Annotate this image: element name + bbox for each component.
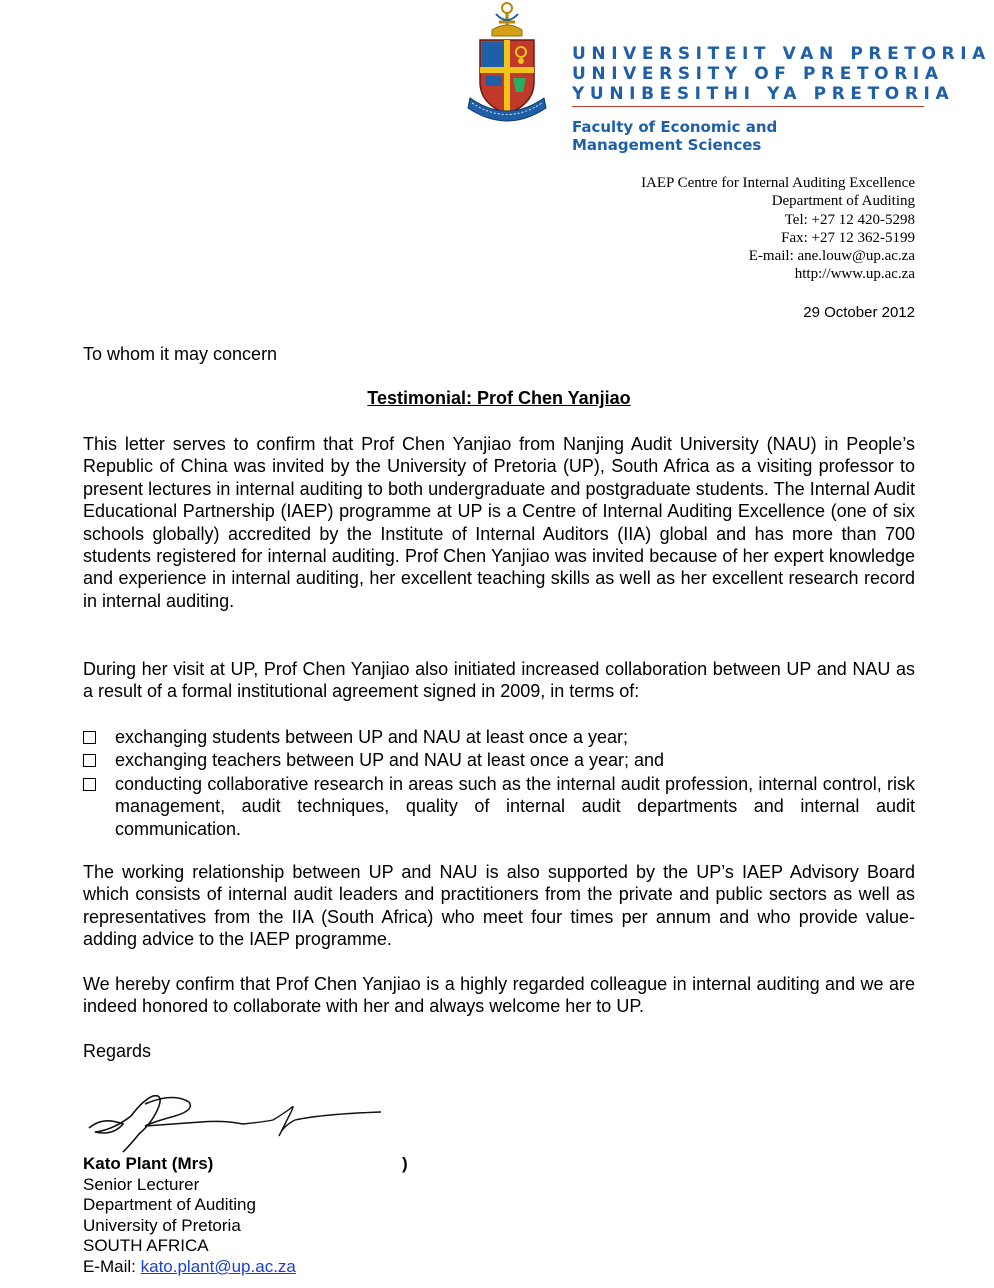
signatory-name: Kato Plant (Mrs) <box>83 1154 214 1173</box>
list-item <box>83 773 915 840</box>
salutation: To whom it may concern <box>83 344 278 364</box>
list-item-text: exchanging teachers between UP and NAU at least once a year; and <box>115 750 665 771</box>
handwritten-signature <box>83 1086 385 1156</box>
contact-block <box>641 174 915 284</box>
checkbox-icon <box>83 749 115 772</box>
list-item-text: conducting collaborative research in areas such as the internal audit profession, internal control, risk management, audit techniques, quality of internal audit departments and internal audit communication. <box>115 773 915 839</box>
signatory-position: Senior Lecturer <box>83 1174 200 1194</box>
signatory-email-line <box>83 1257 296 1278</box>
letterhead-logo <box>466 0 991 156</box>
contact-centre: IAEP Centre for Internal Auditing Excellence <box>641 175 915 191</box>
closing-parenthesis: ) <box>402 1154 408 1173</box>
letter-date: 29 October 2012 <box>803 304 915 321</box>
contact-fax: Fax: +27 12 362-5199 <box>781 229 915 246</box>
checkbox-icon <box>83 773 115 840</box>
signatory-department: Department of Auditing <box>83 1195 256 1215</box>
contact-department: Department of Auditing <box>771 193 915 210</box>
university-name-sepedi: YUNIBESITHI YA PRETORIA <box>572 84 955 104</box>
paragraph-3: The working relationship between UP and NAU is also supported by the UP’s IAEP Advisory Board which consists of internal audit leaders and practitioners from the private and public sectors as well as representatives from the IIA (South Africa) who meet four times per annum and who provide value-adding advice to the IAEP programme. <box>83 862 915 950</box>
paragraph-2: During her visit at UP, Prof Chen Yanjiao also initiated increased collaboration between UP and NAU as a result of a formal institutional agreement signed in 2009, in terms of: <box>83 659 915 702</box>
signatory-university: University of Pretoria <box>83 1215 241 1235</box>
list-item-text: exchanging students between UP and NAU at least once a year; <box>115 727 628 747</box>
paragraph-1: This letter serves to confirm that Prof Chen Yanjiao from Nanjing Audit University (NAU) in People’s Republic of China was invited by the University of Pretoria (UP), South Africa as a visiting professor to present lectures in internal auditing to both undergraduate and postgraduate students. The Internal Audit Educational Partnership (IAEP) programme at UP is a Centre of Internal Auditing Excellence (one of six schools globally) accredited by the Institute of Internal Auditors (IIA) global and has more than 700 students registered for internal auditing. Prof Chen Yanjiao was invited because of her expert knowledge and experience in internal auditing, her excellent teaching skills as well as her excellent research record in internal auditing. <box>83 434 915 611</box>
university-name-lines <box>572 44 991 107</box>
list-item <box>83 726 915 749</box>
header-divider <box>572 106 924 107</box>
email-link[interactable]: kato.plant@up.ac.za <box>140 1256 296 1276</box>
contact-email: E-mail: ane.louw@up.ac.za <box>748 248 915 265</box>
paragraph-4: We hereby confirm that Prof Chen Yanjiao is a highly regarded colleague in internal auditing and we are indeed honored to collaborate with her and always welcome her to UP. <box>83 974 915 1017</box>
checkbox-icon <box>83 726 115 749</box>
university-name-english: UNIVERSITY OF PRETORIA <box>572 64 944 84</box>
closing-regards: Regards <box>83 1041 152 1061</box>
email-label: E-Mail: <box>83 1256 141 1276</box>
signatory-country: SOUTH AFRICA <box>83 1236 209 1256</box>
faculty-name: Faculty of Economic and Management Sciences <box>572 118 778 154</box>
letter-title: Testimonial: Prof Chen Yanjiao <box>367 388 631 408</box>
contact-web: http://www.up.ac.za <box>794 266 915 283</box>
collaboration-list <box>83 726 915 840</box>
contact-tel: Tel: +27 12 420-5298 <box>784 211 915 228</box>
university-name-afrikaans: UNIVERSITEIT VAN PRETORIA <box>572 44 991 64</box>
signatory-block <box>83 1154 296 1278</box>
list-item <box>83 749 915 772</box>
university-crest-icon <box>466 0 548 128</box>
